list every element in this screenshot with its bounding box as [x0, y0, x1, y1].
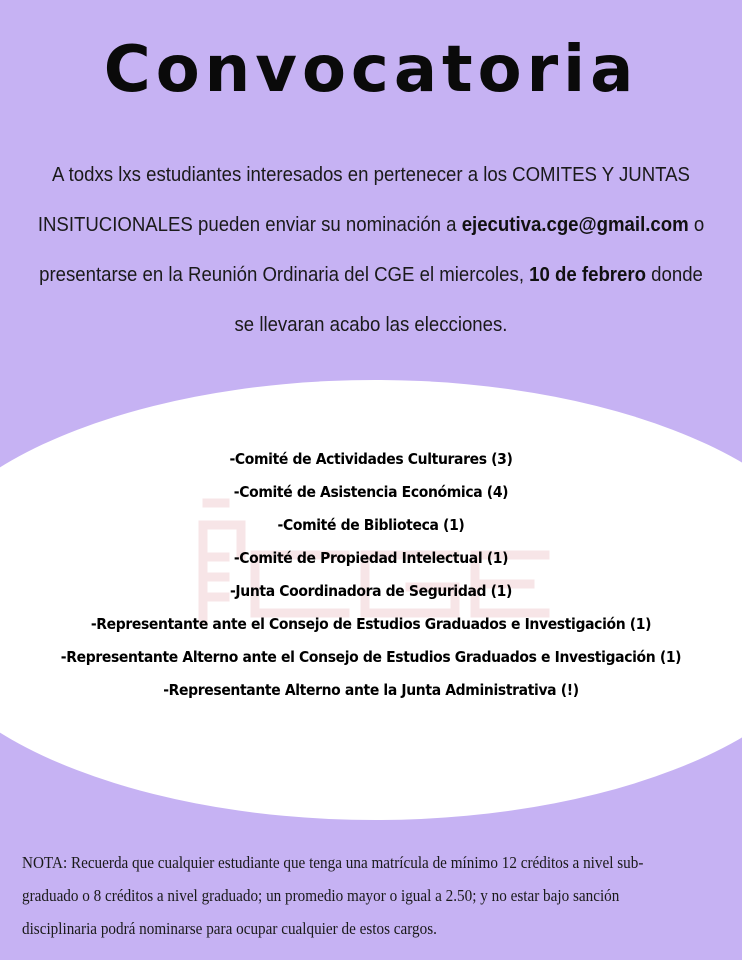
nota-paragraph: NOTA: Recuerda que cualquier estudiante que tenga una matrícula de mínimo 12 créditos a nivel sub-graduado o 8 créditos a nivel graduado; un promedio mayor o igual a 2.50; y no estar bajo sanción disciplinaria podrá nominarse para ocupar cualquier de estos cargos.	[22, 853, 644, 938]
positions-list	[0, 443, 742, 707]
list-item: -Representante Alterno ante el Consejo de Estudios Graduados e Investigación (1)	[60, 648, 682, 666]
list-item: -Comité de Actividades Culturares (3)	[229, 450, 513, 468]
list-item: -Junta Coordinadora de Seguridad (1)	[229, 582, 513, 600]
intro-paragraph	[30, 150, 713, 350]
list-item: -Representante Alterno ante la Junta Administrativa (!)	[163, 681, 579, 699]
contact-email: ejecutiva.cge@gmail.com	[461, 214, 689, 236]
intro-text-1: A todxs lxs estudiantes interesados en pertenecer a los COMITES Y JUNTAS INSITUCIONALES pueden enviar su nominación a	[37, 164, 690, 236]
list-item: -Comité de Propiedad Intelectual (1)	[233, 549, 509, 567]
page-title: Convocatoria	[103, 33, 639, 107]
list-item: -Comité de Biblioteca (1)	[277, 516, 465, 534]
list-item: -Comité de Asistencia Económica (4)	[233, 483, 509, 501]
intro-text-2: o presentarse en la Reunión Ordinaria del CGE el miercoles,	[39, 214, 705, 286]
meeting-date: 10 de febrero	[529, 264, 646, 286]
intro-text-3: donde se llevaran acabo las elecciones.	[234, 264, 703, 336]
list-item: -Representante ante el Consejo de Estudios Graduados e Investigación (1)	[90, 615, 652, 633]
